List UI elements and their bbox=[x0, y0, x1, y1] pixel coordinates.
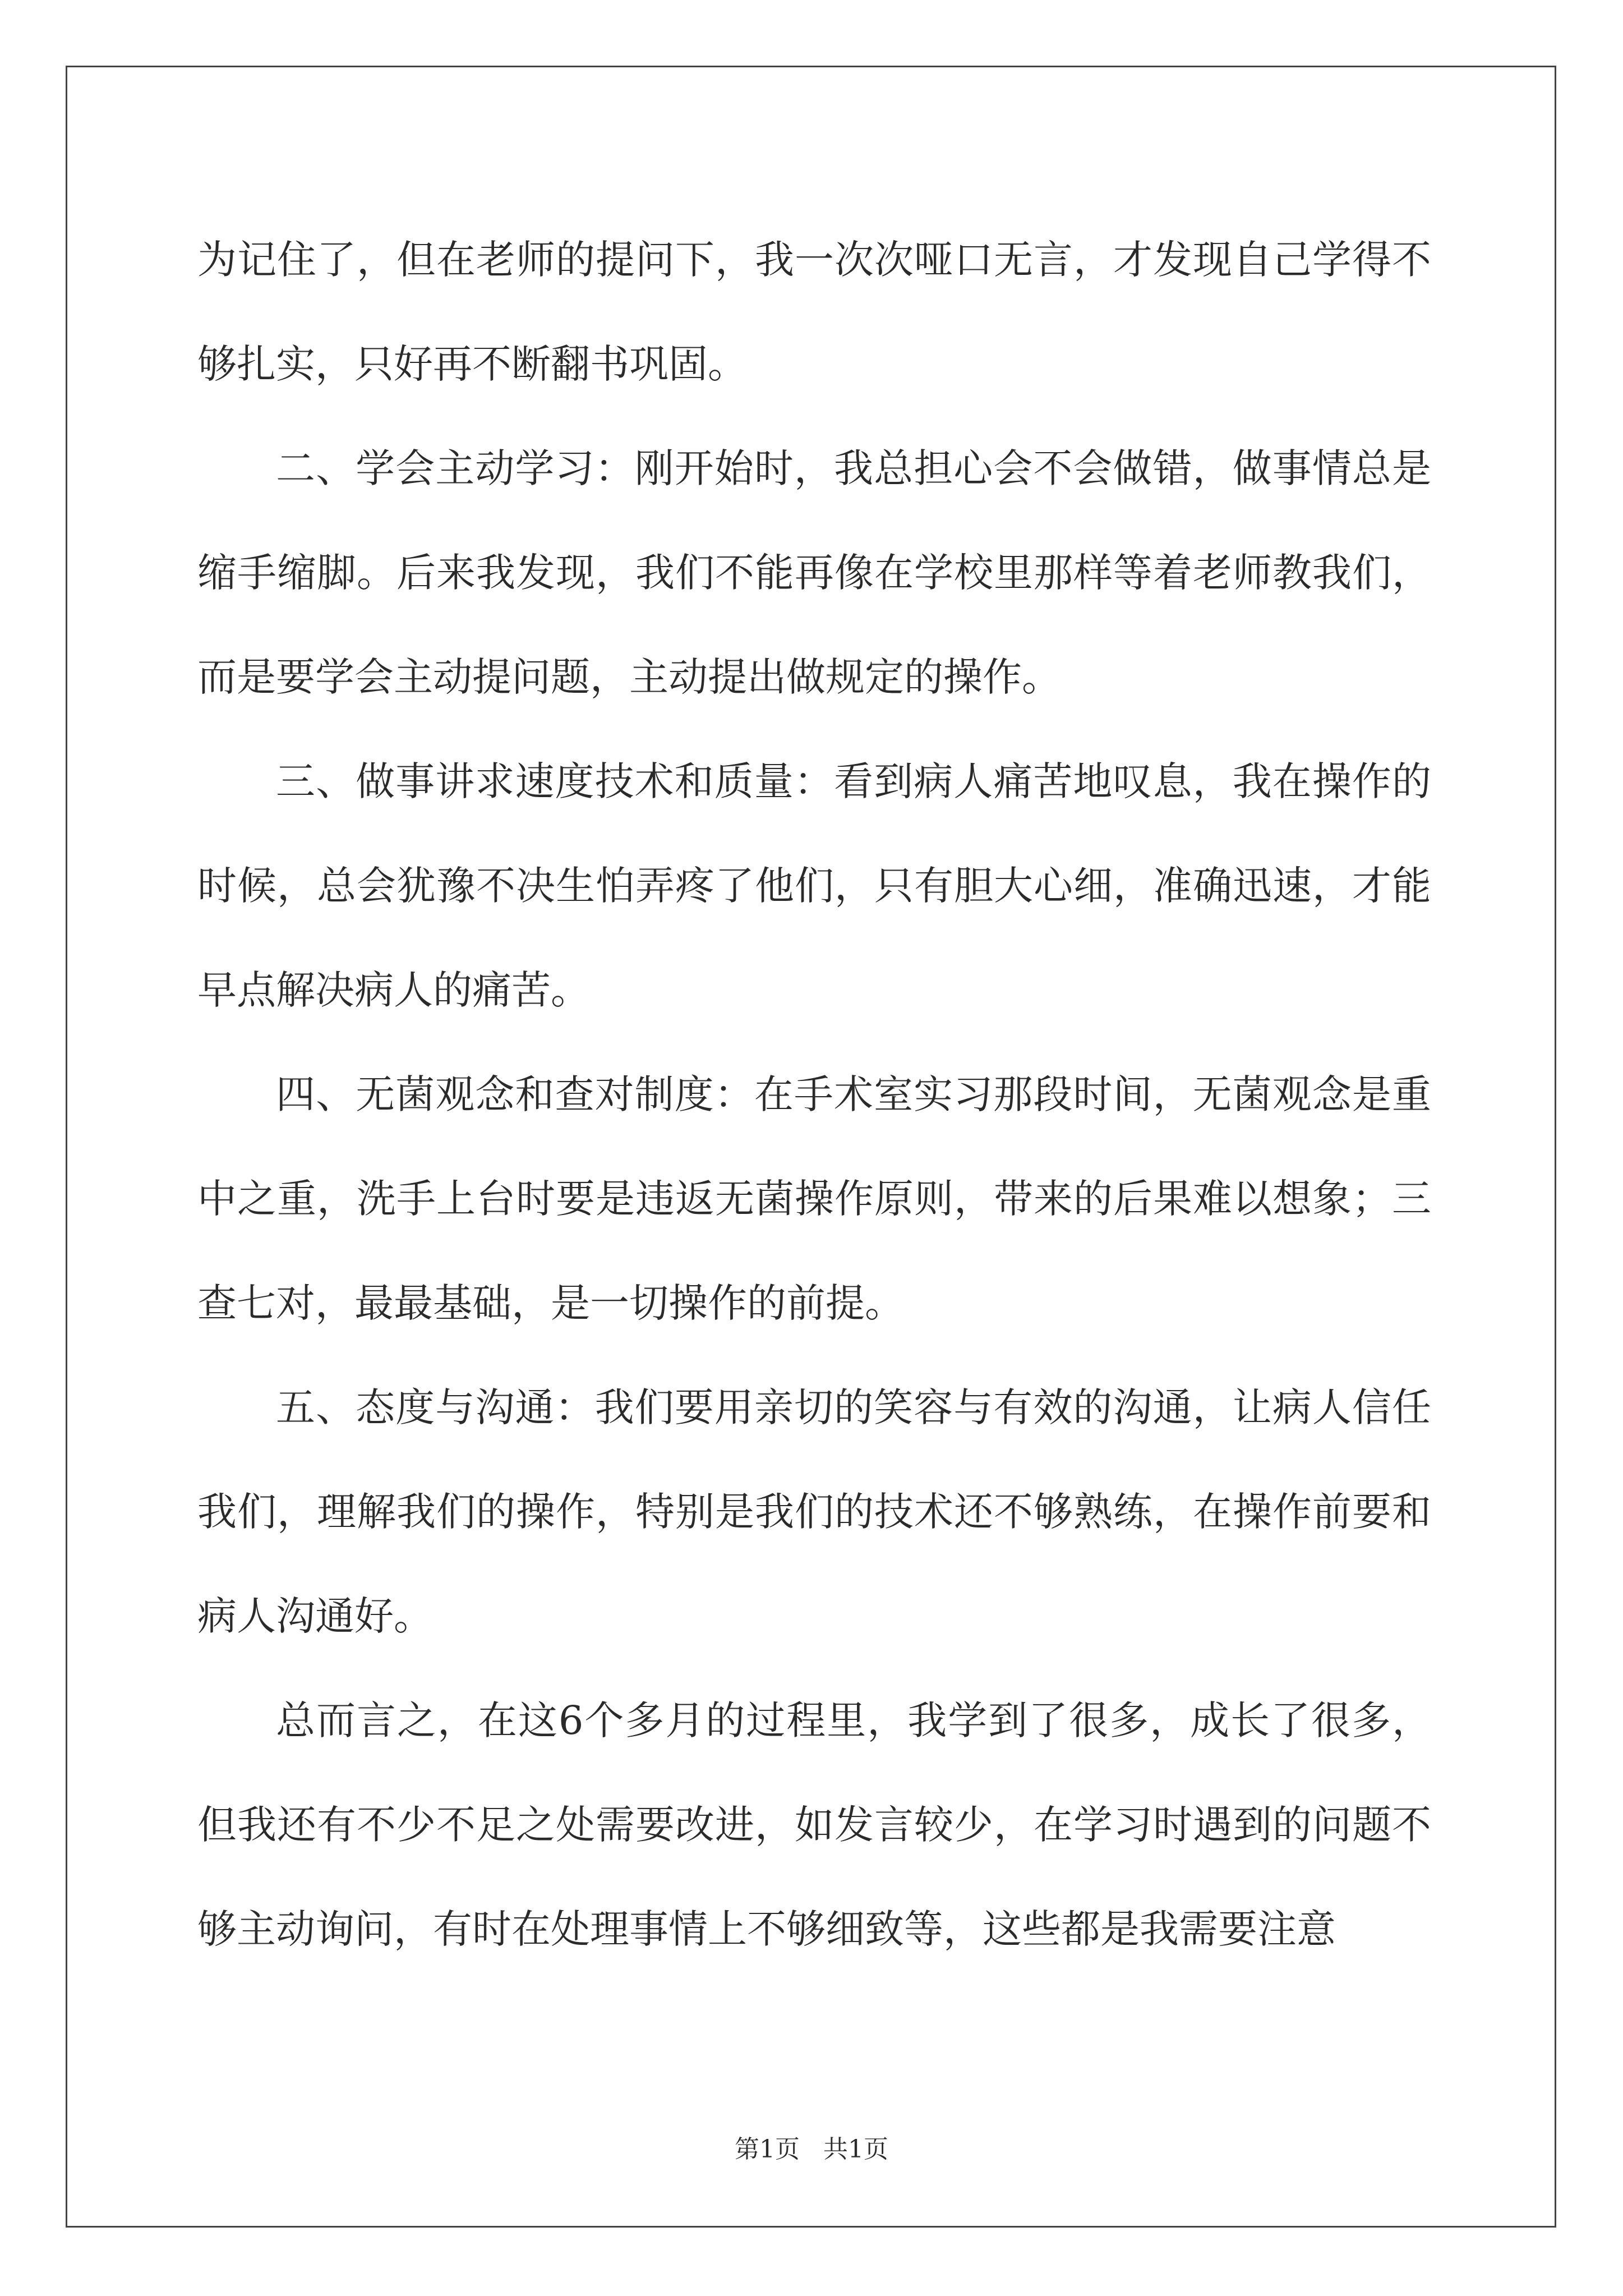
paragraph-attitude: 五、态度与沟通：我们要用亲切的笑容与有效的沟通，让病人信任我们，理解我们的操作，特别是我们的技术还不够熟练，在操作前要和病人沟通好。 bbox=[197, 1384, 1431, 1639]
paragraph-summary: 总而言之，在这6个多月的过程里，我学到了很多，成长了很多，但我还有不少不足之处需要改进，如发言较少，在学习时遇到的问题不够主动询问，有时在处理事情上不够细致等，这些都是我需要注意 bbox=[197, 1697, 1431, 1952]
paragraph-aseptic: 四、无菌观念和查对制度：在手术室实习那段时间，无菌观念是重中之重，洗手上台时要是违返无菌操作原则，带来的后果难以想象；三查七对，最最基础，是一切操作的前提。 bbox=[197, 1071, 1431, 1326]
page-number: 第1页 bbox=[735, 2135, 800, 2164]
paragraph-continuation: 为记住了，但在老师的提问下，我一次次哑口无言，才发现自己学得不够扎实，只好再不断翻书巩固。 bbox=[197, 237, 1431, 387]
paragraph-speed-quality: 三、做事讲求速度技术和质量：看到病人痛苦地叹息，我在操作的时候，总会犹豫不决生怕弄疼了他们，只有胆大心细，准确迅速，才能早点解决病人的痛苦。 bbox=[197, 758, 1431, 1013]
page-footer bbox=[0, 2129, 1623, 2165]
document-body bbox=[197, 208, 1431, 1981]
paragraph-active-learning: 二、学会主动学习：刚开始时，我总担心会不会做错，做事情总是缩手缩脚。后来我发现，我们不能再像在学校里那样等着老师教我们，而是要学会主动提问题，主动提出做规定的操作。 bbox=[197, 445, 1431, 700]
page-total: 共1页 bbox=[823, 2135, 888, 2164]
